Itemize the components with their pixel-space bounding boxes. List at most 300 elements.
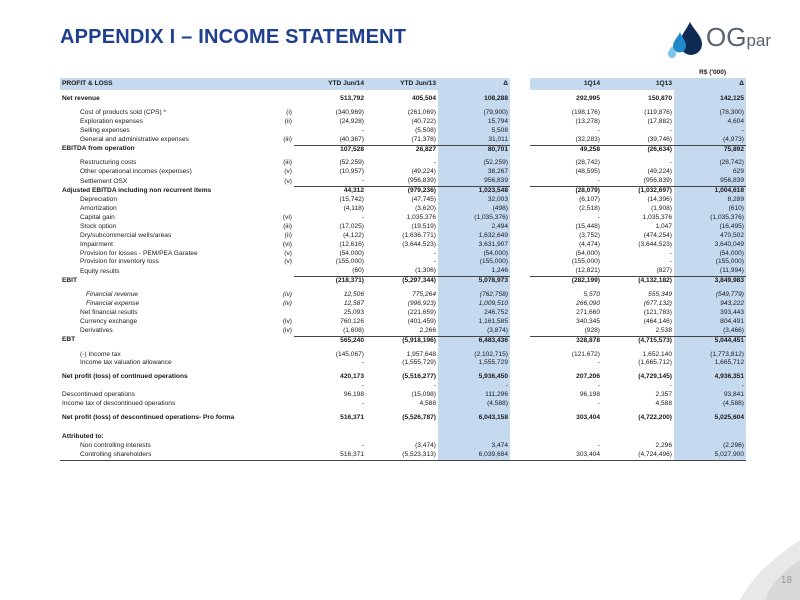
cell-1q14: 207,206 xyxy=(576,373,600,381)
row-label: Provision for inventory loss xyxy=(80,258,159,266)
cell-1q14: (48,595) xyxy=(575,168,600,176)
cell-ytd13: (71,378) xyxy=(411,135,436,143)
table-row xyxy=(60,258,746,267)
cell-ytd14: (10,957) xyxy=(339,168,364,176)
cell-delta-ytd: 1,009,510 xyxy=(438,300,510,309)
cell-delta-ytd: 6,039,684 xyxy=(438,451,510,460)
cell-1q14: 96,198 xyxy=(579,391,600,399)
cell-1q14: 328,878 xyxy=(530,336,602,345)
cell-delta-ytd: 31,011 xyxy=(438,136,510,145)
cell-1q14: (15,448) xyxy=(575,222,600,230)
cell-ytd13: (979,236) xyxy=(366,187,438,196)
row-note xyxy=(276,95,294,104)
cell-ytd13: (5,918,196) xyxy=(366,336,438,345)
cell-delta-ytd: 5,078,973 xyxy=(438,277,510,286)
income-statement-table xyxy=(60,78,746,461)
row-label: Descontinued operations xyxy=(62,391,135,399)
row-gap xyxy=(510,250,530,259)
cell-1q13: 4,588 xyxy=(655,400,672,408)
col-header-ytd13: YTD Jun/13 xyxy=(366,78,438,90)
row-note xyxy=(276,145,294,154)
cell-delta-q: (4,588) xyxy=(674,400,746,409)
row-label: Dry/subcommercial wells/areas xyxy=(80,231,172,239)
cell-delta-q: 470,502 xyxy=(674,232,746,241)
cell-ytd14: 760,126 xyxy=(340,317,364,325)
row-gap xyxy=(510,109,530,118)
cell-1q14: 292,995 xyxy=(576,95,600,102)
row-label: Adjusted EBITDA including non recurrent items xyxy=(62,186,212,194)
row-gap xyxy=(510,351,530,360)
row-label: Currency exchange xyxy=(80,317,138,325)
cell-delta-ytd: (3,874) xyxy=(438,327,510,336)
cell-ytd13: - xyxy=(433,159,436,167)
cell-delta-q: 4,604 xyxy=(674,118,746,127)
table-row xyxy=(60,318,746,327)
cell-delta-q: (54,000) xyxy=(674,250,746,259)
cell-ytd13: (15,098) xyxy=(411,391,436,399)
cell-delta-ytd: 1,632,649 xyxy=(438,232,510,241)
cell-ytd13: (956,839) xyxy=(407,177,436,185)
col-header-delta-ytd: Δ xyxy=(438,78,510,90)
cell-ytd14: 513,792 xyxy=(340,95,364,102)
cell-1q13: - xyxy=(669,258,672,266)
cell-1q13: (1,032,697) xyxy=(602,187,674,196)
cell-ytd14: (40,367) xyxy=(339,135,364,143)
row-note xyxy=(276,433,294,442)
cell-delta-q: (4,973) xyxy=(674,136,746,145)
table-row xyxy=(60,136,746,145)
col-header-gap xyxy=(510,78,530,90)
cell-ytd14: - xyxy=(361,126,364,134)
cell-1q14: (155,000) xyxy=(571,258,600,266)
col-header-note xyxy=(276,78,294,90)
cell-ytd13: 2,266 xyxy=(419,326,436,334)
cell-ytd14: - xyxy=(361,382,364,390)
cell-delta-ytd: (4,588) xyxy=(438,400,510,409)
cell-ytd14: (60) xyxy=(352,267,364,275)
cell-1q13: - xyxy=(669,126,672,134)
footer-decoration xyxy=(710,530,800,600)
cell-ytd14: (17,025) xyxy=(339,222,364,230)
cell-ytd13: (1,555,729) xyxy=(402,359,436,367)
cell-delta-q: (610) xyxy=(674,205,746,214)
row-gap xyxy=(510,318,530,327)
row-label: Amortization xyxy=(80,204,117,212)
table-row xyxy=(60,223,746,232)
cell-ytd14: 96,198 xyxy=(343,391,364,399)
row-gap xyxy=(510,187,530,196)
col-header-delta-q: Δ xyxy=(674,78,746,90)
cell-1q14: - xyxy=(597,400,600,408)
cell-ytd13: 4,588 xyxy=(419,400,436,408)
cell-delta-ytd xyxy=(438,433,510,442)
cell-delta-q: (16,495) xyxy=(674,223,746,232)
cell-1q13: (956,839) xyxy=(643,177,672,185)
row-label xyxy=(60,382,276,391)
table-row xyxy=(60,241,746,250)
cell-1q13: (3,644,523) xyxy=(638,240,672,248)
row-note xyxy=(276,309,294,318)
cell-1q13 xyxy=(602,433,674,442)
row-gap xyxy=(510,232,530,241)
cell-delta-ytd: 246,752 xyxy=(438,309,510,318)
cell-1q13: (474,254) xyxy=(643,231,672,239)
cell-1q14: 266,090 xyxy=(576,300,600,308)
cell-1q14: 303,404 xyxy=(576,414,600,421)
cell-1q13: 1,047 xyxy=(655,222,672,230)
cell-delta-q: (155,000) xyxy=(674,258,746,267)
cell-1q13: - xyxy=(669,382,672,390)
row-note: (v) xyxy=(284,177,292,185)
cell-delta-q: (1,773,812) xyxy=(674,351,746,360)
cell-ytd13: 26,827 xyxy=(366,145,438,154)
col-header-label: PROFIT & LOSS xyxy=(60,78,276,90)
row-label: Net profit (loss) of continued operations xyxy=(62,373,188,381)
cell-ytd14: (145,067) xyxy=(335,350,364,358)
cell-1q13: - xyxy=(669,249,672,257)
row-gap xyxy=(510,309,530,318)
row-note: (v) xyxy=(284,249,292,257)
row-gap xyxy=(510,267,530,276)
table-row xyxy=(60,109,746,118)
cell-ytd14: 516,371 xyxy=(294,451,366,460)
row-note xyxy=(276,187,294,196)
row-gap xyxy=(510,196,530,205)
cell-1q14: (13,278) xyxy=(575,117,600,125)
row-label: Selling expenses xyxy=(80,126,130,134)
col-header-1q13: 1Q13 xyxy=(602,78,674,90)
row-note xyxy=(276,351,294,360)
cell-ytd14: 44,312 xyxy=(294,187,366,196)
row-label: Income tax of descontinued operations xyxy=(62,400,176,408)
header-row xyxy=(60,78,746,90)
row-note: (vi) xyxy=(282,213,292,221)
cell-delta-q: 1,665,712 xyxy=(674,359,746,368)
row-label: Provision for losses - PEM/PEA Garatee xyxy=(80,249,198,257)
row-gap xyxy=(510,433,530,442)
cell-ytd13: 1,957,648 xyxy=(406,350,436,358)
row-label: Capital gain xyxy=(80,213,115,221)
cell-delta-q: (2,296) xyxy=(674,442,746,451)
row-label: Equity results xyxy=(80,267,120,275)
row-label: Cost of products sold (CPS) * xyxy=(80,108,167,116)
cell-1q13: 150,870 xyxy=(648,95,672,102)
row-label: EBT xyxy=(62,336,76,344)
table-row xyxy=(60,187,746,196)
cell-ytd13: 405,504 xyxy=(412,95,436,102)
cell-delta-ytd: 32,003 xyxy=(438,196,510,205)
table-row xyxy=(60,168,746,177)
row-label: EBITDA from operation xyxy=(62,145,135,153)
cell-ytd13: (5,526,787) xyxy=(402,414,436,421)
row-gap xyxy=(510,241,530,250)
row-gap xyxy=(510,136,530,145)
cell-delta-ytd: (498) xyxy=(438,205,510,214)
cell-1q13: (39,746) xyxy=(647,135,672,143)
table-row xyxy=(60,267,746,276)
cell-delta-ytd: 80,701 xyxy=(438,145,510,154)
table-row xyxy=(60,359,746,368)
table-row xyxy=(60,145,746,154)
cell-ytd13 xyxy=(366,433,438,442)
cell-1q14: (4,474) xyxy=(579,240,600,248)
row-gap xyxy=(510,168,530,177)
page-title: APPENDIX I – INCOME STATEMENT xyxy=(60,26,407,48)
cell-delta-ytd: (1,035,376) xyxy=(438,214,510,223)
row-note: (iv) xyxy=(282,327,292,334)
row-label: Stock option xyxy=(80,222,117,230)
cell-delta-q: (1,035,376) xyxy=(674,214,746,223)
cell-ytd14: 516,371 xyxy=(340,414,364,421)
table-row xyxy=(60,159,746,168)
cell-ytd14: 420,173 xyxy=(340,373,364,381)
cell-delta-q: 629 xyxy=(674,168,746,177)
row-note xyxy=(276,359,294,368)
row-gap xyxy=(510,359,530,368)
cell-1q13: 1,035,376 xyxy=(642,213,672,221)
cell-1q13: 1,652,140 xyxy=(642,350,672,358)
cell-1q13: 2,357 xyxy=(655,391,672,399)
cell-ytd13: 775,264 xyxy=(412,291,436,299)
cell-delta-ytd: 3,474 xyxy=(438,442,510,451)
cell-1q13: (677,132) xyxy=(643,300,672,308)
cell-delta-q: (28,742) xyxy=(674,159,746,168)
cell-ytd13: (5,523,313) xyxy=(366,451,438,460)
cell-1q13: (14,396) xyxy=(647,196,672,204)
cell-delta-ytd: 15,794 xyxy=(438,118,510,127)
cell-delta-ytd: 5,508 xyxy=(438,127,510,136)
table-row xyxy=(60,214,746,223)
cell-ytd13: (5,508) xyxy=(415,126,436,134)
cell-ytd14: - xyxy=(361,213,364,221)
cell-ytd13: (3,620) xyxy=(415,204,436,212)
row-note: (i) xyxy=(286,108,292,116)
cell-1q13: (1,665,712) xyxy=(638,359,672,367)
table-row xyxy=(60,196,746,205)
table-row xyxy=(60,414,746,423)
row-gap xyxy=(510,400,530,409)
income-statement-table-wrap xyxy=(60,78,744,461)
row-label: Depreciation xyxy=(80,196,118,204)
row-label: General and administrative expenses xyxy=(80,135,189,143)
table-row xyxy=(60,127,746,136)
cell-ytd13: (3,474) xyxy=(415,441,436,449)
cell-ytd13: (40,722) xyxy=(411,117,436,125)
cell-1q13: (119,876) xyxy=(644,108,672,116)
row-note xyxy=(276,414,294,423)
cell-delta-q: 5,044,451 xyxy=(674,336,746,345)
logo-brand: OG xyxy=(706,22,747,52)
cell-delta-ytd: (54,000) xyxy=(438,250,510,259)
row-gap xyxy=(510,373,530,382)
page-number: 18 xyxy=(780,575,792,586)
logo-wordmark xyxy=(706,22,771,53)
row-gap xyxy=(510,145,530,154)
cell-delta-ytd: 6,043,158 xyxy=(438,414,510,423)
table-row xyxy=(60,95,746,104)
row-label: Controlling shareholders xyxy=(60,451,276,460)
cell-1q13: (1,908) xyxy=(651,204,672,212)
cell-ytd13: (47,745) xyxy=(411,196,436,204)
col-header-ytd14: YTD Jun/14 xyxy=(294,78,366,90)
cell-ytd13: (1,306) xyxy=(415,267,436,275)
cell-delta-q: 3,849,983 xyxy=(674,277,746,286)
row-gap xyxy=(510,391,530,400)
cell-1q14: (28,742) xyxy=(575,159,600,167)
table-row xyxy=(60,451,746,460)
cell-ytd14: (15,742) xyxy=(339,196,364,204)
cell-delta-ytd: (52,259) xyxy=(438,159,510,168)
cell-ytd14: - xyxy=(361,400,364,408)
cell-1q14: (6,107) xyxy=(579,196,600,204)
cell-1q14: - xyxy=(597,382,600,390)
cell-delta-q: (549,779) xyxy=(674,291,746,300)
row-note xyxy=(276,127,294,136)
cell-1q14: (32,283) xyxy=(575,135,600,143)
row-note xyxy=(276,391,294,400)
row-gap xyxy=(510,382,530,391)
cell-ytd13: 1,035,376 xyxy=(406,213,436,221)
cell-1q14: (198,176) xyxy=(571,108,600,116)
cell-delta-ytd: 1,023,548 xyxy=(438,187,510,196)
cell-1q14: 303,404 xyxy=(530,451,602,460)
row-note xyxy=(276,382,294,391)
table-row xyxy=(60,351,746,360)
row-gap xyxy=(510,300,530,309)
row-gap xyxy=(510,159,530,168)
cell-ytd14: - xyxy=(361,177,364,185)
cell-ytd13: (401,459) xyxy=(407,317,436,325)
cell-ytd13: (5,516,277) xyxy=(402,373,436,381)
cell-delta-ytd: 108,288 xyxy=(438,95,510,104)
table-row xyxy=(60,118,746,127)
cell-delta-ytd: (155,000) xyxy=(438,258,510,267)
cell-delta-ytd: 1,555,729 xyxy=(438,359,510,368)
row-gap xyxy=(510,414,530,423)
table-row xyxy=(60,336,746,345)
cell-ytd13: (5,297,344) xyxy=(366,277,438,286)
cell-delta-q: 8,289 xyxy=(674,196,746,205)
cell-1q14: - xyxy=(597,213,600,221)
cell-delta-q: 393,443 xyxy=(674,309,746,318)
cell-1q13: (827) xyxy=(656,267,672,275)
table-row xyxy=(60,391,746,400)
row-gap xyxy=(510,451,530,460)
cell-ytd14: 12,587 xyxy=(343,300,364,308)
row-gap xyxy=(510,118,530,127)
cell-delta-q xyxy=(674,433,746,442)
cell-delta-q: 93,841 xyxy=(674,391,746,400)
row-note: (iii) xyxy=(283,135,292,143)
table-row xyxy=(60,382,746,391)
cell-ytd14: (12,616) xyxy=(339,240,364,248)
cell-delta-ytd: (79,900) xyxy=(438,109,510,118)
cell-1q14: - xyxy=(597,126,600,134)
cell-1q14: 340,345 xyxy=(576,317,600,325)
cell-1q14 xyxy=(530,433,602,442)
row-note xyxy=(276,373,294,382)
cell-delta-q: (11,994) xyxy=(674,267,746,276)
cell-1q14: (282,199) xyxy=(530,277,602,286)
row-gap xyxy=(510,336,530,345)
cell-1q14: - xyxy=(597,441,600,449)
cell-ytd14: - xyxy=(361,441,364,449)
cell-1q14: 271,660 xyxy=(576,308,600,316)
cell-delta-ytd: (2,102,715) xyxy=(438,351,510,360)
cell-1q14: (28,079) xyxy=(530,187,602,196)
row-gap xyxy=(510,291,530,300)
cell-delta-ytd: 2,494 xyxy=(438,223,510,232)
row-note xyxy=(276,442,294,451)
cell-ytd14: (24,928) xyxy=(339,117,364,125)
row-label: Restructuring costs xyxy=(80,159,137,167)
row-label: Financial expense xyxy=(86,300,140,308)
cell-ytd14: 565,240 xyxy=(294,336,366,345)
row-label: EBIT xyxy=(62,276,78,284)
cell-ytd13: - xyxy=(433,258,436,266)
row-label: Income tax valuation allowance xyxy=(80,359,172,367)
cell-delta-ytd: - xyxy=(438,382,510,391)
table-row xyxy=(60,300,746,309)
table-row xyxy=(60,205,746,214)
row-label: Attributed to: xyxy=(62,432,104,440)
row-note: (iii) xyxy=(283,159,292,167)
row-label: Financial revenue xyxy=(86,291,139,299)
cell-ytd13: (261,069) xyxy=(407,108,436,116)
row-note xyxy=(276,336,294,345)
row-label: Net profit (loss) of descontinued operations- Pro forma xyxy=(62,414,235,421)
cell-1q13: 2,296 xyxy=(655,441,672,449)
table-row xyxy=(60,442,746,451)
cell-1q14: 5,570 xyxy=(583,291,600,299)
cell-1q13: (4,722,200) xyxy=(638,414,672,421)
cell-1q14: (2,518) xyxy=(579,204,600,212)
cell-delta-ytd: 1,161,585 xyxy=(438,318,510,327)
row-label: Settlement OSX xyxy=(80,177,128,185)
cell-delta-ytd: 38,267 xyxy=(438,168,510,177)
row-note xyxy=(276,277,294,286)
cell-delta-q: 956,839 xyxy=(674,177,746,186)
cell-delta-q: 1,004,618 xyxy=(674,187,746,196)
table-row xyxy=(60,232,746,241)
cell-ytd13: (3,644,523) xyxy=(402,240,436,248)
row-label: Net financial results xyxy=(80,308,138,316)
cell-delta-ytd: (762,758) xyxy=(438,291,510,300)
row-gap xyxy=(510,327,530,336)
cell-ytd14: (52,259) xyxy=(339,159,364,167)
row-note: (v) xyxy=(284,258,292,266)
cell-delta-q: (78,300) xyxy=(674,109,746,118)
row-gap xyxy=(510,95,530,104)
cell-ytd13: (1,636,771) xyxy=(402,231,436,239)
cell-delta-q: 804,491 xyxy=(674,318,746,327)
cell-1q13: (4,715,573) xyxy=(602,336,674,345)
row-note: (vi) xyxy=(282,240,292,248)
cell-delta-q: 5,027,900 xyxy=(674,451,746,460)
cell-ytd14: 12,506 xyxy=(343,291,364,299)
table-row xyxy=(60,309,746,318)
cell-1q13: (26,634) xyxy=(602,145,674,154)
cell-delta-q: 943,222 xyxy=(674,300,746,309)
cell-delta-ytd: 5,936,450 xyxy=(438,373,510,382)
row-note xyxy=(276,205,294,214)
cell-delta-q: 4,936,351 xyxy=(674,373,746,382)
cell-1q13: (17,882) xyxy=(647,117,672,125)
row-gap xyxy=(510,223,530,232)
cell-1q13: (4,729,145) xyxy=(638,373,672,381)
cell-delta-ytd: 1,246 xyxy=(438,267,510,276)
row-label: Other operational incomes (expenses) xyxy=(80,168,192,176)
